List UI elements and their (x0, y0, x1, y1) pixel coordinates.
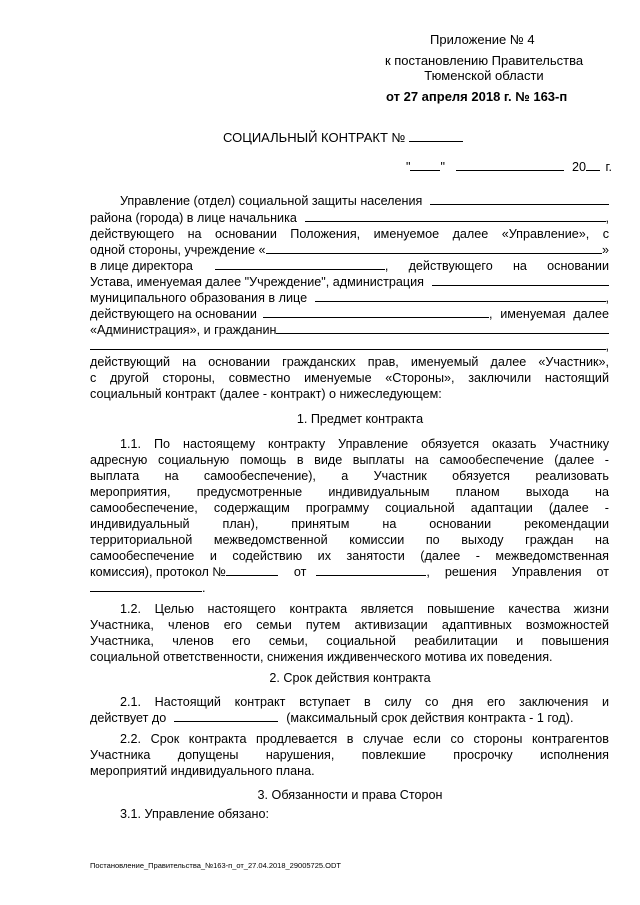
preamble-line-13: социальный контракт (далее - контракт) о нижеследующем: (90, 387, 442, 401)
p11-line-6: индивидуальный план), принятым на основании рекомендации (90, 517, 609, 531)
preamble-text: района (города) в лице начальника (90, 211, 297, 225)
section-1-title: 1. Предмет контракта (296, 412, 424, 426)
date-quote-close: " (440, 160, 445, 174)
preamble-line-4 (90, 242, 609, 258)
p11-line-3: выплата на самообеспечение), а Участник обязуется реализовать (90, 469, 609, 483)
p12-line-1: 1.2. Целью настоящего контракта является повышение качества жизни (120, 602, 609, 616)
p11-line-1: 1.1. По настоящему контракту Управление обязуется оказать Участнику (120, 437, 609, 451)
preamble-text: Управление (отдел) социальной защиты населения (120, 194, 423, 208)
preamble-line-2 (90, 210, 609, 226)
p11-line-4: мероприятия, предусмотренные индивидуальным планом выхода на (90, 485, 609, 499)
year-prefix: 20 (571, 160, 586, 174)
resolution-line-2: Тюменской области (424, 68, 544, 83)
blank (315, 290, 605, 302)
appendix-label: Приложение № 4 (430, 32, 535, 47)
section-3-title: 3. Обязанности и права Сторон (257, 788, 443, 802)
p31-line: 3.1. Управление обязано: (120, 807, 270, 821)
decision-date-blank (90, 580, 202, 592)
p11-line-8: самообеспечение и содействию их занятости (далее - межведомственная (90, 549, 609, 563)
p12-line-2: Участника, членов его семьи путем активизации адаптивных возможностей (90, 618, 609, 632)
p12-line-3: Участника, членов его семьи, социальной реабилитации и повышения (90, 634, 609, 648)
preamble-text: , именуемая далее (488, 307, 609, 321)
preamble-text: муниципального образования в лице (90, 291, 308, 305)
preamble-text: «Администрация», и гражданин (90, 323, 277, 337)
period: . (202, 581, 206, 595)
p11-line-9 (90, 564, 609, 580)
p11-line-7: территориальной межведомственной комиссии по выходу граждан на (90, 533, 609, 547)
p21-text: (максимальный срок действия контракта - 1 год). (286, 711, 574, 725)
contract-title (223, 130, 463, 146)
p11-text: , решения Управления от (426, 565, 609, 579)
blank (432, 274, 609, 286)
preamble-line-6 (90, 274, 609, 290)
p11-line-2: адресную социальную помощь в виде выплаты на самообеспечение (далее - (90, 453, 609, 467)
resolution-date-number: от 27 апреля 2018 г. № 163-п (386, 89, 568, 104)
month-blank (456, 159, 564, 171)
contract-number-blank (409, 130, 463, 142)
blank (263, 306, 489, 318)
blank (305, 210, 606, 222)
p21-line-2 (90, 710, 609, 726)
preamble-text: в лице директора (90, 259, 193, 273)
p11-text: комиссия), протокол № (90, 565, 226, 579)
preamble-line-9 (90, 322, 609, 338)
p22-line-1: 2.2. Срок контракта продлевается в случае если со стороны контрагентов (120, 732, 609, 746)
quote-close: » (601, 243, 609, 257)
preamble-text: , действующего на основании (384, 259, 609, 273)
comma: , (605, 211, 609, 225)
comma: , (605, 291, 609, 305)
p11-line-5: самообеспечение, содержащим программу социальной адаптации (далее - (90, 501, 609, 515)
p11-line-10 (90, 580, 609, 596)
blank (215, 258, 385, 270)
p11-text: от (293, 565, 307, 579)
preamble-line-3: действующего на основании Положения, именуемое далее «Управление», с (90, 227, 609, 241)
preamble-line-12: с другой стороны, совместно именуемые «Стороны», заключили настоящий (90, 371, 609, 385)
p22-line-3: мероприятий индивидуального плана. (90, 764, 315, 778)
p21-line-1: 2.1. Настоящий контракт вступает в силу со дня его заключения и (120, 695, 609, 709)
blank (430, 193, 609, 205)
preamble-line-8 (90, 306, 609, 322)
comma: , (605, 339, 609, 353)
blank (266, 242, 602, 254)
p22-line-2: Участника допущены нарушения, повлекшие просрочку исполнения (90, 748, 609, 762)
p21-text: действует до (90, 711, 167, 725)
year-suffix: г. (605, 160, 613, 174)
valid-until-blank (174, 710, 278, 722)
contract-date-line (406, 159, 612, 175)
preamble-text: одной стороны, учреждение « (90, 243, 266, 257)
year-blank (586, 159, 600, 171)
blank (90, 338, 606, 350)
protocol-date-blank (316, 564, 426, 576)
date-quote-open: " (406, 160, 411, 174)
contract-title-text: СОЦИАЛЬНЫЙ КОНТРАКТ № (223, 130, 406, 145)
preamble-line-7 (90, 290, 609, 306)
preamble-line-5 (90, 258, 609, 274)
blank (276, 322, 609, 334)
document-footer-filename: Постановление_Правительства_№163-п_от_27.04.2018_29005725.ODT (90, 861, 341, 870)
section-2-title: 2. Срок действия контракта (269, 671, 431, 685)
preamble-text: действующего на основании (90, 307, 257, 321)
resolution-line-1: к постановлению Правительства (384, 53, 584, 68)
preamble-line-10 (90, 338, 609, 354)
protocol-number-blank (226, 564, 278, 576)
preamble-line-11: действующий на основании гражданских прав, именуемый далее «Участник», (90, 355, 609, 369)
preamble-text: Устава, именуемая далее "Учреждение", администрация (90, 275, 424, 289)
p12-line-4: социальной ответственности, снижения иждивенческого мотива их поведения. (90, 650, 553, 664)
day-blank (410, 159, 440, 171)
preamble-line-1 (90, 193, 609, 209)
